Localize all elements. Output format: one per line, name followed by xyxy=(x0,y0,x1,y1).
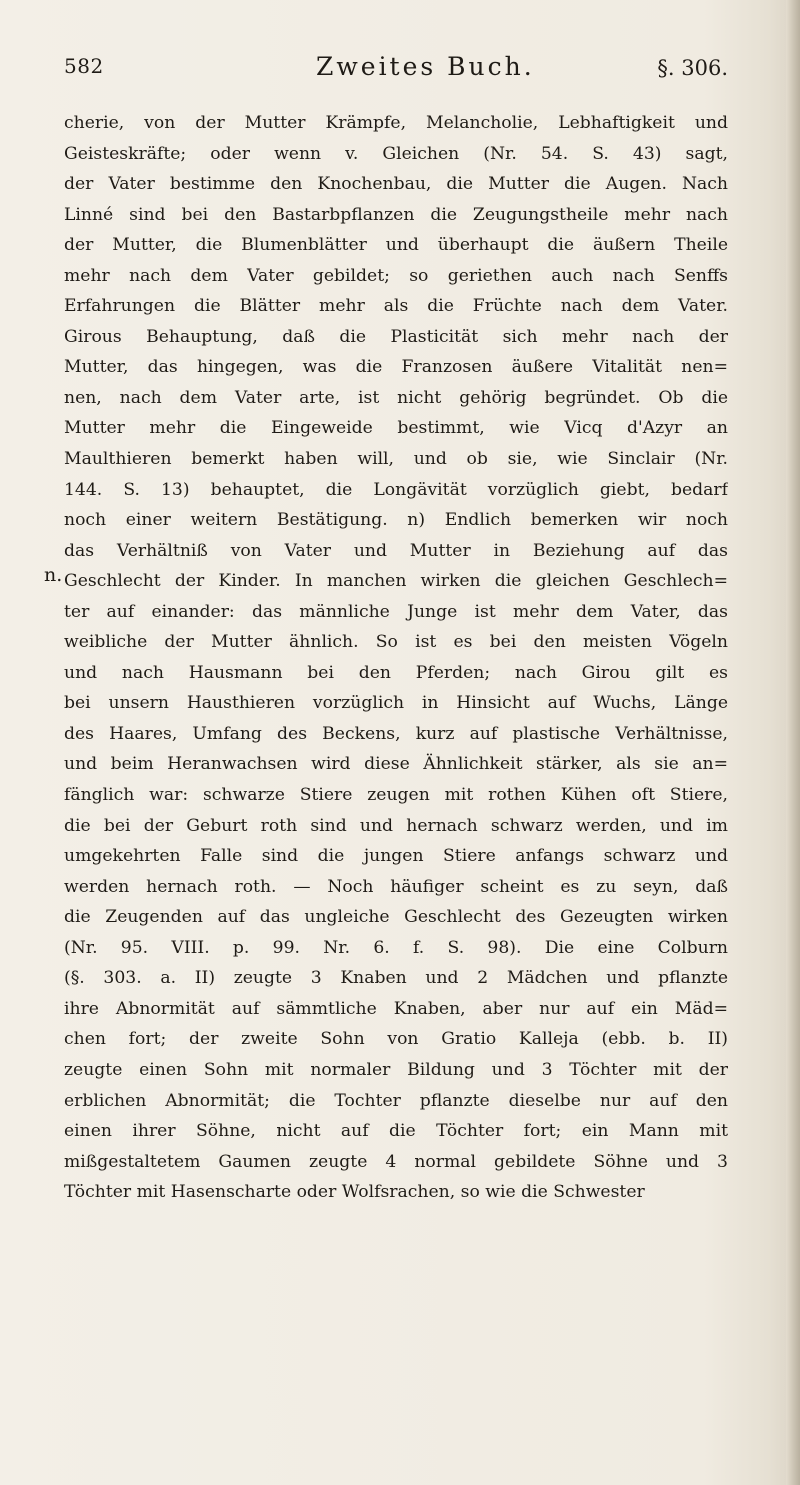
page-edge xyxy=(786,0,800,1485)
text-line: das Verhältniß von Vater und Mutter in Beziehung auf das xyxy=(64,540,728,561)
text-line: erblichen Abnormität; die Tochter pflanzte dieselbe nur auf den xyxy=(64,1090,728,1111)
text-line: Geschlecht der Kinder. In manchen wirken die gleichen Geschlech= xyxy=(64,571,728,592)
text-line: fänglich war: schwarze Stiere zeugen mit rothen Kühen oft Stiere, xyxy=(64,785,728,806)
text-line: werden hernach roth. — Noch häufiger scheint es zu seyn, daß xyxy=(64,876,728,897)
text-line: Geisteskräfte; oder wenn v. Gleichen (Nr. 54. S. 43) sagt, xyxy=(64,143,728,164)
text-line: cherie, von der Mutter Krämpfe, Melancholie, Lebhaftigkeit und xyxy=(64,113,728,133)
text-line: Erfahrungen die Blätter mehr als die Früchte nach dem Vater. xyxy=(64,296,728,317)
text-line: die bei der Geburt roth sind und hernach schwarz werden, und im xyxy=(64,815,728,836)
text-line: Mutter, das hingegen, was die Franzosen äußere Vitalität nen= xyxy=(64,357,728,378)
text-line: Mutter mehr die Eingeweide bestimmt, wie Vicq d'Azyr an xyxy=(64,418,728,439)
text-line: einen ihrer Söhne, nicht auf die Töchter fort; ein Mann mit xyxy=(64,1121,728,1142)
text-line: mehr nach dem Vater gebildet; so geriethen auch nach Senffs xyxy=(64,265,728,286)
text-line: und nach Hausmann bei den Pferden; nach Girou gilt es xyxy=(64,662,728,683)
text-line: noch einer weitern Bestätigung. n) Endlich bemerken wir noch xyxy=(64,510,728,531)
text-line: bei unsern Hausthieren vorzüglich in Hinsicht auf Wuchs, Länge xyxy=(64,693,728,714)
text-line: zeugte einen Sohn mit normaler Bildung und 3 Töchter mit der xyxy=(64,1059,728,1080)
margin-note: n. xyxy=(44,564,63,586)
text-line: 144. S. 13) behauptet, die Longävität vorzüglich giebt, bedarf xyxy=(64,479,728,500)
section-number: §. 306. xyxy=(657,56,728,80)
text-line: die Zeugenden auf das ungleiche Geschlecht des Gezeugten wirken xyxy=(64,907,728,928)
text-line: ihre Abnormität auf sämmtliche Knaben, aber nur auf ein Mäd= xyxy=(64,998,728,1019)
page-number: 582 xyxy=(64,54,104,78)
text-line: mißgestaltetem Gaumen zeugte 4 normal gebildete Söhne und 3 xyxy=(64,1151,728,1172)
text-line: weibliche der Mutter ähnlich. So ist es bei den meisten Vögeln xyxy=(64,632,728,653)
text-line: umgekehrten Falle sind die jungen Stiere anfangs schwarz und xyxy=(64,846,728,867)
text-line: der Vater bestimme den Knochenbau, die Mutter die Augen. Nach xyxy=(64,174,728,195)
text-line: Girous Behauptung, daß die Plasticität sich mehr nach der xyxy=(64,326,728,347)
page-header xyxy=(64,54,728,98)
body-text xyxy=(64,108,728,1208)
text-line: nen, nach dem Vater arte, ist nicht gehörig begründet. Ob die xyxy=(64,387,728,408)
text-line: (Nr. 95. VIII. p. 99. Nr. 6. f. S. 98). Die eine Colburn xyxy=(64,937,728,958)
text-line: des Haares, Umfang des Beckens, kurz auf plastische Verhältnisse, xyxy=(64,723,728,744)
text-line: (§. 303. a. II) zeugte 3 Knaben und 2 Mädchen und pflanzte xyxy=(64,968,728,989)
text-line: Maulthieren bemerkt haben will, und ob sie, wie Sinclair (Nr. xyxy=(64,449,728,470)
text-line: Linné sind bei den Bastarbpflanzen die Zeugungstheile mehr nach xyxy=(64,204,728,225)
text-line: und beim Heranwachsen wird diese Ähnlichkeit stärker, als sie an= xyxy=(64,754,728,775)
running-title: Zweites Buch. xyxy=(316,52,535,81)
text-line: Töchter mit Hasenscharte oder Wolfsrachen, so wie die Schwester xyxy=(64,1182,645,1203)
text-line: ter auf einander: das männliche Junge ist mehr dem Vater, das xyxy=(64,601,728,622)
text-line: chen fort; der zweite Sohn von Gratio Kalleja (ebb. b. II) xyxy=(64,1029,728,1050)
text-line: der Mutter, die Blumenblätter und überhaupt die äußern Theile xyxy=(64,235,728,256)
